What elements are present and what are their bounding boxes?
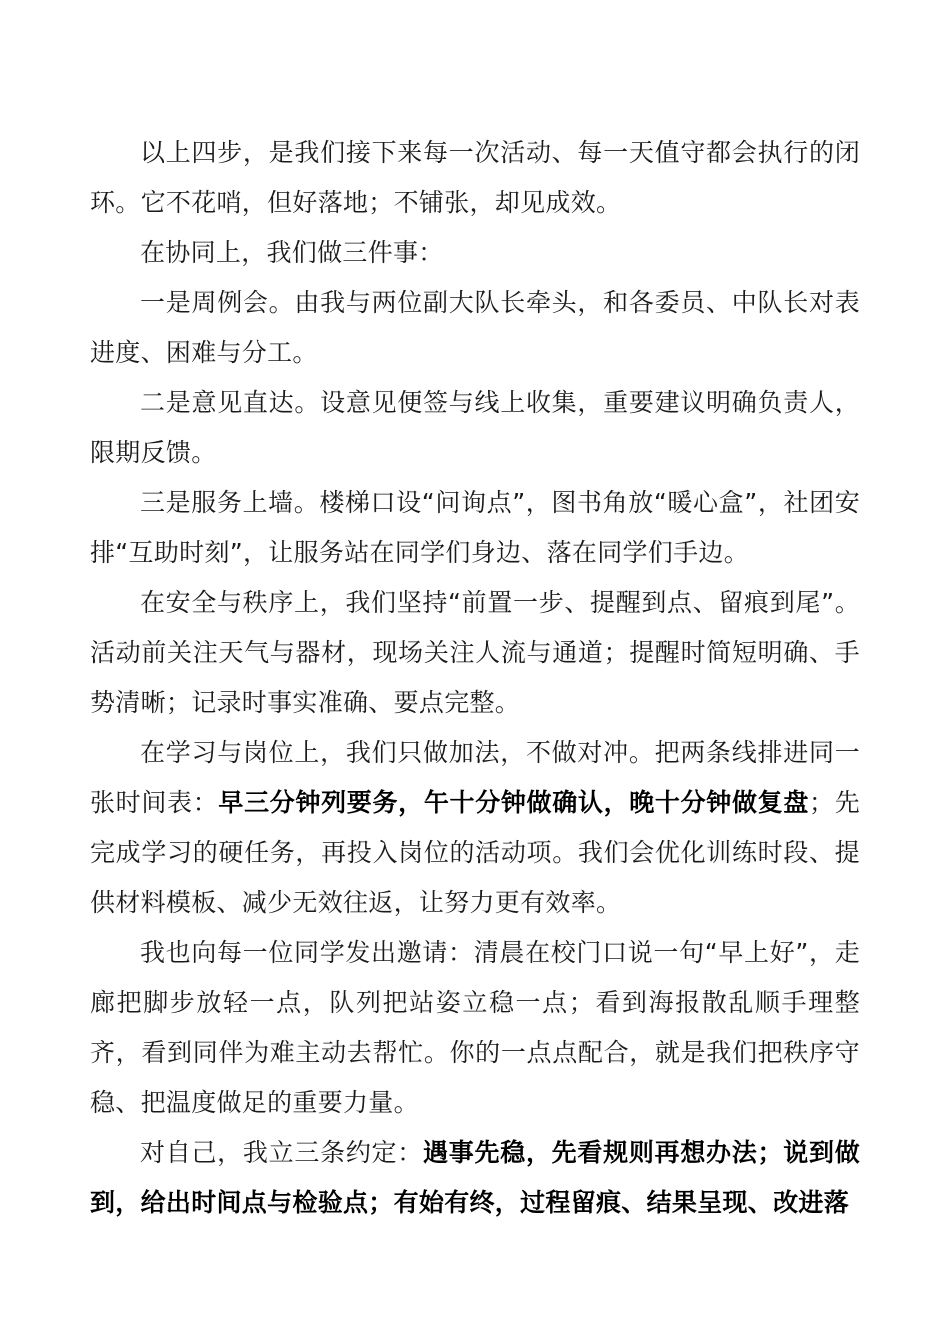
paragraph-bold-text: 早三分钟列要务，午十分钟做确认，晚十分钟做复盘 <box>218 788 810 817</box>
paragraph-invitation <box>90 928 860 1128</box>
paragraph-text: 二是意见直达。设意见便签与线上收集，重要建议明确负责人，限期反馈。 <box>90 388 860 467</box>
paragraph-text: ；先完成学习的硬任务，再投入岗位的活动项。我们会优化训练时段、提供材料模板、减少无效往返，让努力更有效率。 <box>90 788 860 917</box>
paragraph-text: 在协同上，我们做三件事： <box>140 238 444 267</box>
paragraph-text: 对自己，我立三条约定： <box>140 1138 424 1167</box>
paragraph-bold-text: 遇事先稳，先看规则再想办法；说到做到，给出时间点与检验点；有始有终，过程留痕、结果呈现、改进落 <box>90 1138 860 1217</box>
paragraph-service-wall <box>90 478 860 578</box>
paragraph-text: 在安全与秩序上，我们坚持“前置一步、提醒到点、留痕到尾”。活动前关注天气与器材，现场关注人流与通道；提醒时简短明确、手势清晰；记录时事实准确、要点完整。 <box>90 588 860 717</box>
paragraph-weekly-meeting <box>90 278 860 378</box>
paragraph-text: 一是周例会。由我与两位副大队长牵头，和各委员、中队长对表进度、困难与分工。 <box>90 288 860 367</box>
paragraph-text: 在学习与岗位上，我们只做加法，不做对冲。把两条线排进同一张时间表： <box>90 738 860 817</box>
paragraph-feedback-channel <box>90 378 860 478</box>
paragraph-self-commitment <box>90 1128 860 1228</box>
paragraph-text: 以上四步，是我们接下来每一次活动、每一天值守都会执行的闭环。它不花哨，但好落地；不铺张，却见成效。 <box>90 138 860 217</box>
paragraph-safety-order <box>90 578 860 728</box>
paragraph-text: 三是服务上墙。楼梯口设“问询点”，图书角放“暖心盒”，社团安排“互助时刻”，让服务站在同学们身边、落在同学们手边。 <box>90 488 860 567</box>
paragraph-collaboration-intro <box>90 228 860 278</box>
paragraph-text: 我也向每一位同学发出邀请：清晨在校门口说一句“早上好”，走廊把脚步放轻一点，队列把站姿立稳一点；看到海报散乱顺手理整齐，看到同伴为难主动去帮忙。你的一点点配合，就是我们把秩序守稳、把温度做足的重要力量。 <box>90 938 860 1117</box>
paragraph-closed-loop <box>90 128 860 228</box>
paragraph-study-and-duty <box>90 728 860 928</box>
document-body <box>90 128 860 1228</box>
